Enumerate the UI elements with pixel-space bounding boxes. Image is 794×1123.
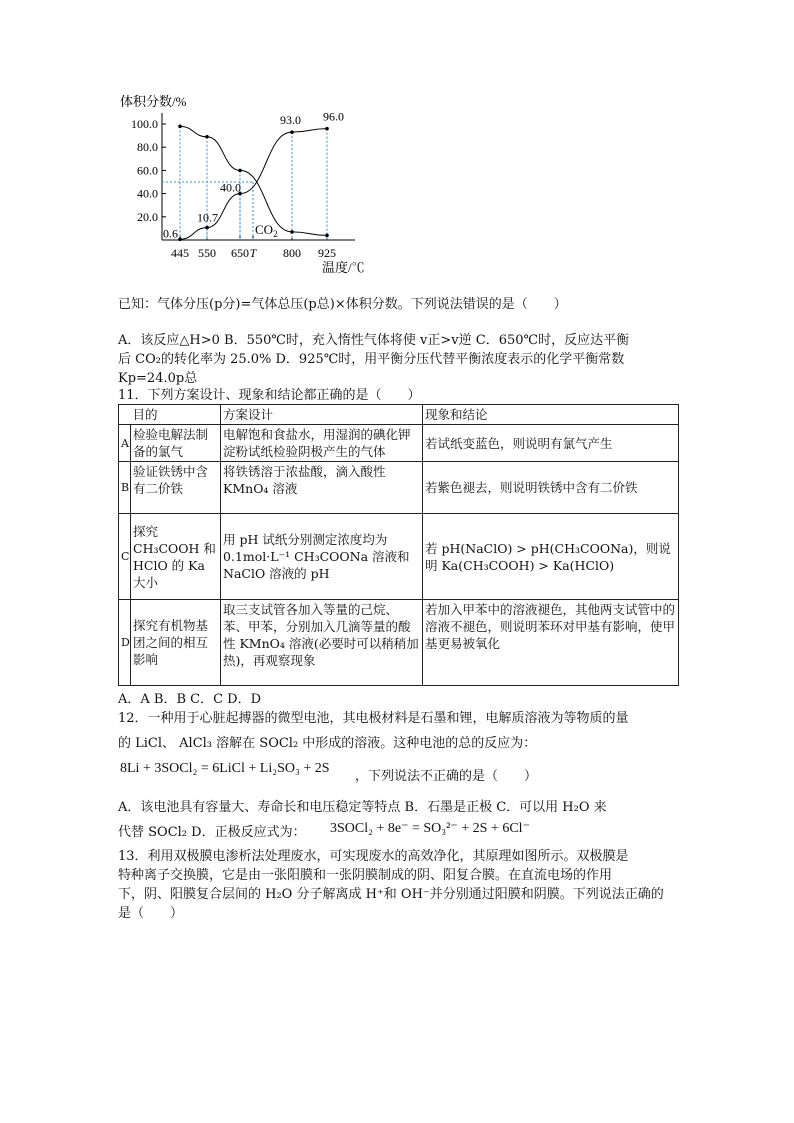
row-purpose: 检验电解法制备的氯气 [131, 425, 221, 462]
q10-intro: 已知：气体分压(p分)=气体总压(p总)×体积分数。下列说法错误的是（ ） [118, 297, 567, 312]
co-point [325, 234, 329, 238]
x-tick-label: 445 [171, 246, 189, 260]
data-label: 96.0 [323, 109, 344, 124]
row-letter: B [119, 462, 131, 514]
data-label: 93.0 [280, 113, 301, 128]
co-point [290, 230, 294, 234]
row-purpose: 探究有机物基团之间的相互影响 [131, 600, 221, 686]
y-tick-label: 60.0 [137, 163, 158, 178]
x-tick-label: 650 [231, 246, 249, 260]
row-result: 若加入甲苯中的溶液褪色，其他两支试管中的溶液不褪色，则说明苯环对甲基有影响，使甲基更易被氧化 [423, 600, 679, 686]
row-result: 若试纸变蓝色，则说明有氯气产生 [423, 425, 679, 462]
co2-point [205, 226, 209, 230]
q12-stem-2: 的 LiCl、 AlCl₃ 溶解在 SOCl₂ 中形成的溶液。这种电池的总的反应为： [118, 736, 537, 751]
table-row [119, 600, 679, 686]
q11-table [118, 404, 679, 686]
q13-line-3: 下，阴、阳膜复合层间的 H₂O 分子解离成 H⁺和 OH⁻并分别通过阳膜和阴膜。下列说法正确的 [118, 887, 664, 902]
y-tick-label: 40.0 [137, 186, 158, 201]
data-label: 40.0 [220, 180, 241, 195]
co-point [205, 135, 209, 139]
co2-point [178, 238, 182, 242]
header-design: 方案设计 [221, 405, 423, 425]
table-row [119, 425, 679, 462]
row-result: 若紫色褪去，则说明铁锈中含有二价铁 [423, 462, 679, 514]
row-result: 若 pH(NaClO) > pH(CH₃COONa)，则说明 Ka(CH₃COOH) > Ka(HClO) [423, 514, 679, 600]
q13-line-1: 13．利用双极膜电渗析法处理废水，可实现废水的高效净化，其原理如图所示。双极膜是 [118, 849, 629, 864]
table-row [119, 462, 679, 514]
co-point [238, 169, 242, 173]
co2-point [325, 127, 329, 131]
co-point [178, 125, 182, 129]
y-tick-label: 80.0 [137, 140, 158, 155]
q12-options-2: 代替 SOCl₂ D．正极反应式为： [118, 825, 306, 840]
chart-xlabel: 温度/℃ [322, 260, 365, 275]
co2-curve-label: $CO_2$ [255, 222, 278, 239]
q13-line-4: 是（ ） [118, 906, 184, 921]
q10-options-1: A．该反应△H>0 B．550℃时，充入惰性气体将使 v正>v逆 C．650℃时，反应达平衡 [118, 333, 630, 348]
y-tick-label: 20.0 [137, 209, 158, 224]
q10-options-3: Kp=24.0p总 [118, 371, 198, 386]
header-purpose: 目的 [131, 405, 221, 425]
row-design: 用 pH 试纸分别测定浓度均为 0.1mol·L⁻¹ CH₃COONa 溶液和 NaClO 溶液的 pH [221, 514, 423, 600]
header-result: 现象和结论 [423, 405, 679, 425]
q13-line-2: 特种离子交换膜，它是由一张阳膜和一张阴膜制成的阴、阳复合膜。在直流电场的作用 [118, 868, 613, 883]
co2-point [290, 130, 294, 134]
x-tick-label: T [249, 246, 257, 260]
data-label: 0.6 [163, 226, 178, 241]
row-purpose: 探究 CH₃COOH 和 HClO 的 Ka 大小 [131, 514, 221, 600]
table-header-row [119, 405, 679, 425]
q11-stem: 11．下列方案设计、现象和结论都正确的是（ ） [118, 388, 421, 403]
row-letter: C [119, 514, 131, 600]
data-label: 10.7 [197, 210, 218, 225]
chart-ylabel: 体积分数/% [120, 94, 187, 109]
x-tick-label: 800 [283, 246, 301, 260]
x-tick-label: 550 [198, 246, 216, 260]
q12-stem-1: 12．一种用于心脏起搏器的微型电池，其电极材料是石墨和锂，电解质溶液为等物质的量 [118, 711, 629, 726]
row-design: 电解饱和食盐水，用湿润的碘化钾淀粉试纸检验阴极产生的气体 [221, 425, 423, 462]
y-tick-label: 100.0 [131, 117, 158, 131]
row-design: 取三支试管各加入等量的己烷、苯、甲苯，分别加入几滴等量的酸性 KMnO₄ 溶液(必要时可以稍稍加热)，再观察现象 [221, 600, 423, 686]
table-row [119, 514, 679, 600]
volume-fraction-chart [110, 88, 380, 278]
q11-options: A．A B．B C．C D．D [118, 692, 262, 707]
x-tick-label: 925 [318, 246, 336, 260]
row-letter: A [119, 425, 131, 462]
q12-options-1: A．该电池具有容量大、寿命长和电压稳定等特点 B．石墨是正极 C．可以用 H₂O 来 [118, 800, 607, 815]
q12-equation: 8Li + 3SOCl₂ = 6LiCl + Li₂SO₃ + 2S [120, 761, 330, 776]
row-design: 将铁锈溶于浓盐酸，滴入酸性 KMnO₄ 溶液 [221, 462, 423, 514]
q12-option-equation: 3SOCl₂ + 8e⁻ = SO₃²⁻ + 2S + 6Cl⁻ [330, 821, 530, 836]
q12-stem-3: ，下列说法不正确的是（ ） [355, 769, 538, 784]
q10-options-2: 后 CO₂的转化率为 25.0% D．925℃时，用平衡分压代替平衡浓度表示的化学平衡常数 [118, 352, 625, 367]
row-letter: D [119, 600, 131, 686]
row-purpose: 验证铁锈中含有二价铁 [131, 462, 221, 514]
